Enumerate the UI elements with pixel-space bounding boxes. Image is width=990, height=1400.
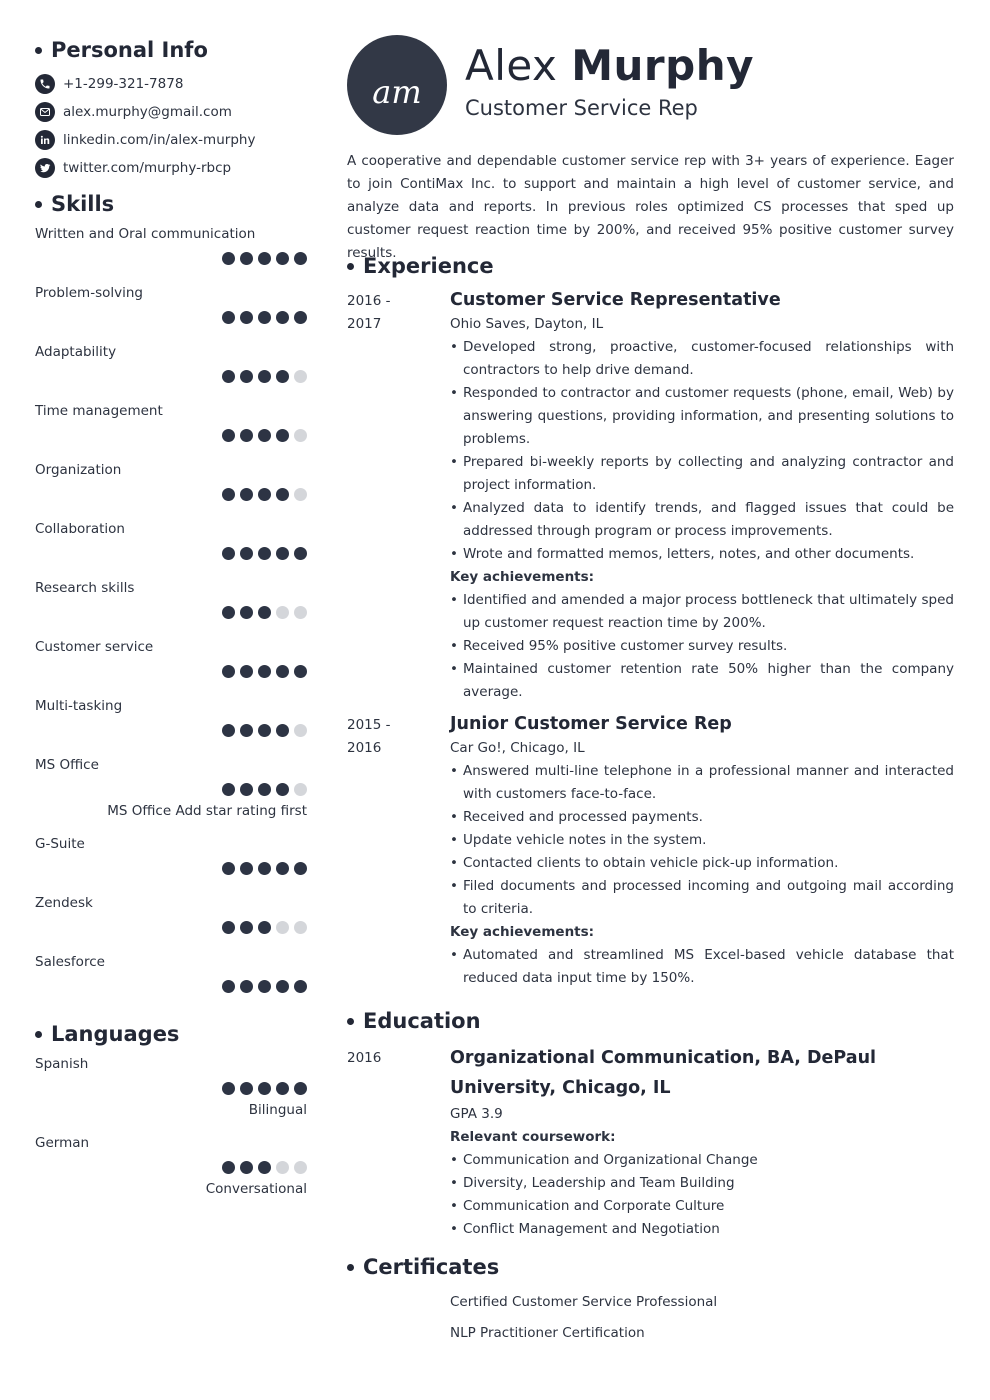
rating-dot-filled — [276, 724, 289, 737]
job-body — [450, 714, 954, 990]
rating-dot-filled — [276, 665, 289, 678]
coursework-list — [450, 1149, 954, 1241]
rating-dots — [35, 665, 307, 678]
rating-dot-filled — [258, 370, 271, 383]
rating-dot-filled — [222, 724, 235, 737]
contact-phone[interactable] — [35, 70, 307, 98]
education-entry — [347, 1047, 954, 1241]
achievement-item: • Automated and streamlined MS Excel-based vehicle database that reduced data input time by 150%. — [450, 944, 954, 990]
rating-dot-filled — [240, 862, 253, 875]
contact-email[interactable] — [35, 98, 307, 126]
duty-item: • Update vehicle notes in the system. — [450, 829, 954, 852]
education-body — [450, 1047, 954, 1241]
skill-name: Problem-solving — [35, 285, 143, 301]
rating-dot-filled — [276, 980, 289, 993]
duty-item: • Analyzed data to identify trends, and flagged issues that could be addressed through program or process improvements. — [450, 497, 954, 543]
rating-dots — [35, 1161, 307, 1174]
achievement-item: • Maintained customer retention rate 50% higher than the company average. — [450, 658, 954, 704]
certificate-item: NLP Practitioner Certification — [450, 1325, 645, 1341]
rating-dot-filled — [222, 1161, 235, 1174]
summary-paragraph: A cooperative and dependable customer service rep with 3+ years of experience. Eager to join ContiMax Inc. to support and maintain a high level of customer service, and analyze data and reports. In previous roles optimized CS processes that sped up customer request reaction time by 200%, and received 95% positive customer survey results. — [347, 153, 954, 261]
rating-dot-empty — [294, 724, 307, 737]
duty-item: • Filed documents and processed incoming and outgoing mail according to criteria. — [450, 875, 954, 921]
education-date: 2016 — [347, 1050, 382, 1066]
rating-dot-filled — [294, 665, 307, 678]
language-name: Spanish — [35, 1056, 89, 1072]
contact-email-text: alex.murphy@gmail.com — [63, 104, 232, 120]
coursework-label: Relevant coursework: — [450, 1129, 616, 1145]
rating-dot-filled — [222, 1082, 235, 1095]
job-entry — [347, 290, 954, 704]
rating-dot-filled — [240, 606, 253, 619]
rating-dot-filled — [240, 488, 253, 501]
rating-dots — [35, 724, 307, 737]
heading-bullet — [347, 1264, 354, 1271]
rating-dot-filled — [258, 783, 271, 796]
skill-name: Zendesk — [35, 895, 93, 911]
resume-header — [347, 35, 954, 150]
rating-dot-filled — [222, 252, 235, 265]
skills-heading — [35, 192, 307, 216]
rating-dot-filled — [276, 488, 289, 501]
language-item — [35, 1053, 307, 1132]
job-entry — [347, 714, 954, 990]
rating-dots — [35, 547, 307, 560]
skill-item — [35, 341, 307, 400]
full-name — [465, 41, 754, 91]
rating-dot-filled — [222, 921, 235, 934]
personal-info-heading — [35, 38, 307, 62]
job-duties — [450, 336, 954, 566]
skill-item — [35, 754, 307, 833]
personal-info-heading-text: Personal Info — [51, 38, 208, 62]
rating-dot-filled — [240, 370, 253, 383]
duty-item: • Wrote and formatted memos, letters, notes, and other documents. — [450, 543, 954, 566]
skill-name: Research skills — [35, 580, 135, 596]
job-company: Car Go!, Chicago, IL — [450, 740, 585, 756]
job-body — [450, 290, 954, 704]
rating-dot-filled — [276, 1082, 289, 1095]
job-title: Customer Service Representative — [450, 290, 781, 310]
rating-dots — [35, 370, 307, 383]
rating-dot-empty — [294, 370, 307, 383]
heading-bullet — [35, 1031, 42, 1038]
heading-bullet — [35, 47, 42, 54]
skill-item — [35, 577, 307, 636]
experience-heading-text: Experience — [363, 254, 494, 278]
rating-dot-filled — [240, 980, 253, 993]
linkedin-icon — [35, 130, 55, 150]
rating-dots — [35, 980, 307, 993]
skill-item — [35, 892, 307, 951]
rating-dots — [35, 783, 307, 796]
twitter-icon — [35, 158, 55, 178]
rating-dot-empty — [276, 1161, 289, 1174]
rating-dot-filled — [276, 429, 289, 442]
education-degree: Organizational Communication, BA, DePaul University, Chicago, IL — [450, 1048, 877, 1098]
achievements-label: Key achievements: — [450, 924, 595, 940]
coursework-item: • Communication and Corporate Culture — [450, 1195, 954, 1218]
skill-name: Time management — [35, 403, 163, 419]
skill-item — [35, 459, 307, 518]
language-name: German — [35, 1135, 90, 1151]
first-name: Alex — [465, 41, 558, 90]
contact-twitter-text: twitter.com/murphy-rbcp — [63, 160, 232, 176]
job-company: Ohio Saves, Dayton, IL — [450, 316, 604, 332]
rating-dot-filled — [276, 370, 289, 383]
job-date-start: 2015 - — [347, 717, 391, 733]
rating-dot-filled — [258, 429, 271, 442]
rating-dots — [35, 311, 307, 324]
rating-dot-filled — [240, 547, 253, 560]
skill-name: G-Suite — [35, 836, 85, 852]
coursework-item: • Diversity, Leadership and Team Building — [450, 1172, 954, 1195]
skills-heading-text: Skills — [51, 192, 115, 216]
contact-linkedin[interactable] — [35, 126, 307, 154]
education-gpa: GPA 3.9 — [450, 1106, 503, 1122]
duty-item: • Prepared bi-weekly reports by collecting and analyzing contractor and project information. — [450, 451, 954, 497]
duty-item: • Contacted clients to obtain vehicle pick-up information. — [450, 852, 954, 875]
rating-dot-empty — [294, 921, 307, 934]
rating-dot-filled — [240, 1161, 253, 1174]
rating-dot-filled — [240, 429, 253, 442]
education-heading — [347, 1009, 954, 1033]
duty-item: • Developed strong, proactive, customer-focused relationships with contractors to help drive demand. — [450, 336, 954, 382]
skill-name: Customer service — [35, 639, 154, 655]
rating-dot-filled — [222, 980, 235, 993]
languages-heading-text: Languages — [51, 1022, 180, 1046]
skill-name: Salesforce — [35, 954, 105, 970]
rating-dot-filled — [258, 724, 271, 737]
skill-item — [35, 695, 307, 754]
skill-name: Adaptability — [35, 344, 117, 360]
rating-dot-filled — [240, 921, 253, 934]
rating-dot-filled — [258, 1082, 271, 1095]
right-column — [347, 35, 954, 1341]
coursework-item: • Communication and Organizational Change — [450, 1149, 954, 1172]
skill-item — [35, 833, 307, 892]
rating-dot-filled — [222, 783, 235, 796]
duty-item: • Responded to contractor and customer requests (phone, email, Web) by answering questions, providing information, and presenting solutions to problems. — [450, 382, 954, 451]
rating-dot-filled — [240, 783, 253, 796]
rating-dot-filled — [294, 1082, 307, 1095]
job-date-end: 2016 — [347, 740, 382, 756]
language-level: Conversational — [205, 1181, 307, 1197]
education-heading-text: Education — [363, 1009, 481, 1033]
skill-name: MS Office — [35, 757, 99, 773]
skill-note: MS Office Add star rating first — [107, 803, 307, 819]
job-achievements — [450, 944, 954, 990]
rating-dot-filled — [276, 311, 289, 324]
rating-dot-empty — [294, 606, 307, 619]
avatar: am — [347, 35, 447, 135]
duty-item: • Received and processed payments. — [450, 806, 954, 829]
heading-bullet — [347, 1018, 354, 1025]
rating-dot-filled — [240, 1082, 253, 1095]
job-achievements — [450, 589, 954, 704]
rating-dot-filled — [222, 429, 235, 442]
achievement-item: • Identified and amended a major process bottleneck that ultimately sped up customer request reaction time by 200%. — [450, 589, 954, 635]
skill-name: Written and Oral communication — [35, 226, 256, 242]
skill-item — [35, 223, 307, 282]
rating-dot-filled — [294, 547, 307, 560]
rating-dot-empty — [276, 606, 289, 619]
rating-dot-filled — [222, 311, 235, 324]
rating-dot-filled — [222, 665, 235, 678]
heading-bullet — [35, 201, 42, 208]
languages-list — [35, 1053, 307, 1211]
certificates-list — [450, 1291, 954, 1345]
rating-dot-filled — [276, 252, 289, 265]
rating-dot-filled — [222, 606, 235, 619]
achievement-item: • Received 95% positive customer survey results. — [450, 635, 954, 658]
certificate-item: Certified Customer Service Professional — [450, 1294, 718, 1310]
contact-phone-text: +1-299-321-7878 — [63, 76, 184, 92]
rating-dot-filled — [240, 665, 253, 678]
language-item — [35, 1132, 307, 1211]
rating-dot-empty — [294, 783, 307, 796]
rating-dots — [35, 921, 307, 934]
rating-dot-filled — [240, 724, 253, 737]
skills-list — [35, 223, 307, 1010]
skill-name: Collaboration — [35, 521, 125, 537]
jobs-list — [347, 290, 954, 990]
rating-dot-filled — [258, 547, 271, 560]
contact-linkedin-text: linkedin.com/in/alex-murphy — [63, 132, 256, 148]
rating-dot-filled — [258, 921, 271, 934]
experience-section — [347, 254, 954, 1345]
rating-dots — [35, 429, 307, 442]
language-level: Bilingual — [248, 1102, 307, 1118]
rating-dot-filled — [294, 862, 307, 875]
rating-dot-filled — [222, 547, 235, 560]
rating-dot-filled — [276, 783, 289, 796]
contact-twitter[interactable] — [35, 154, 307, 182]
job-duties — [450, 760, 954, 921]
rating-dot-filled — [258, 488, 271, 501]
rating-dot-filled — [222, 488, 235, 501]
rating-dot-filled — [240, 311, 253, 324]
job-date-end: 2017 — [347, 316, 382, 332]
rating-dots — [35, 252, 307, 265]
job-title: Junior Customer Service Rep — [450, 714, 732, 734]
skill-name: Multi-tasking — [35, 698, 123, 714]
languages-heading — [35, 1022, 307, 1046]
rating-dot-filled — [294, 980, 307, 993]
duty-item: • Answered multi-line telephone in a professional manner and interacted with customers face-to-face. — [450, 760, 954, 806]
rating-dot-filled — [258, 252, 271, 265]
rating-dots — [35, 862, 307, 875]
rating-dot-filled — [276, 862, 289, 875]
last-name: Murphy — [571, 41, 754, 90]
rating-dot-filled — [294, 311, 307, 324]
rating-dots — [35, 606, 307, 619]
rating-dot-empty — [294, 1161, 307, 1174]
job-dates — [347, 714, 450, 990]
rating-dot-filled — [294, 252, 307, 265]
skill-item — [35, 282, 307, 341]
rating-dot-filled — [258, 311, 271, 324]
certificates-heading-text: Certificates — [363, 1255, 500, 1279]
rating-dot-filled — [258, 1161, 271, 1174]
rating-dot-filled — [258, 665, 271, 678]
coursework-item: • Conflict Management and Negotiation — [450, 1218, 954, 1241]
rating-dot-filled — [222, 370, 235, 383]
rating-dot-filled — [240, 252, 253, 265]
job-dates — [347, 290, 450, 704]
skill-name: Organization — [35, 462, 122, 478]
skill-item — [35, 518, 307, 577]
achievements-label: Key achievements: — [450, 569, 595, 585]
rating-dots — [35, 488, 307, 501]
email-icon — [35, 102, 55, 122]
skill-item — [35, 951, 307, 1010]
job-date-start: 2016 - — [347, 293, 391, 309]
rating-dot-filled — [258, 606, 271, 619]
rating-dot-filled — [258, 862, 271, 875]
contact-list — [35, 70, 307, 182]
left-column — [35, 38, 307, 1211]
heading-bullet — [347, 263, 354, 270]
rating-dot-filled — [276, 547, 289, 560]
certificates-heading — [347, 1255, 954, 1279]
rating-dot-empty — [276, 921, 289, 934]
rating-dots — [35, 1082, 307, 1095]
job-title-headline: Customer Service Rep — [465, 96, 698, 120]
phone-icon — [35, 74, 55, 94]
skill-item — [35, 400, 307, 459]
experience-heading — [347, 254, 954, 278]
rating-dot-empty — [294, 488, 307, 501]
skill-item — [35, 636, 307, 695]
rating-dot-empty — [294, 429, 307, 442]
rating-dot-filled — [222, 862, 235, 875]
rating-dot-filled — [258, 980, 271, 993]
